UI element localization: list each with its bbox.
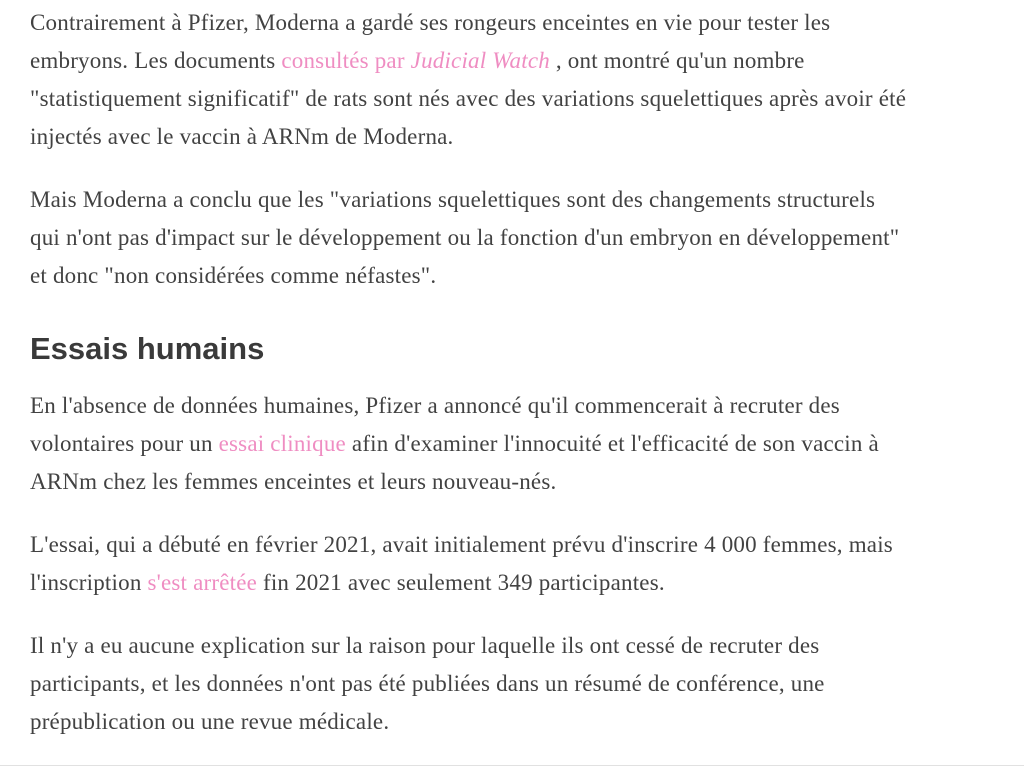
paragraph-text: , ont montré qu'un nombre "statistiquement significatif" de rats sont nés avec des variations squelettiques après avoir été injectés avec le vaccin à ARNm de Moderna. bbox=[30, 48, 907, 149]
link-sest-arretee[interactable]: s'est arrêtée bbox=[147, 570, 258, 595]
paragraph-text: Il n'y a eu aucune explication sur la raison pour laquelle ils ont cessé de recruter des participants, et les données n'ont pas été publiées dans un résumé de conférence, une prépublication ou une revue médicale. bbox=[30, 633, 825, 734]
paragraph-no-explanation bbox=[30, 627, 910, 741]
link-essai-clinique[interactable]: essai clinique bbox=[218, 431, 346, 456]
link-text[interactable]: consultés par bbox=[281, 48, 411, 73]
paragraph-text: L'essai, qui a débuté en février 2021, avait initialement prévu d'inscrire 4 000 femmes, mais l'inscription bbox=[30, 532, 893, 595]
article-body bbox=[30, 4, 910, 741]
paragraph-text: Mais Moderna a conclu que les "variations squelettiques sont des changements structurels qui n'ont pas d'impact sur le développement ou la fonction d'un embryon en développement" et donc "non considérées comme néfastes". bbox=[30, 187, 900, 288]
paragraph-text: fin 2021 avec seulement 349 participantes. bbox=[257, 570, 665, 595]
paragraph-text: En l'absence de données humaines, Pfizer a annoncé qu'il commencerait à recruter des volontaires pour un bbox=[30, 393, 840, 456]
paragraph-pfizer-trial bbox=[30, 387, 910, 501]
link-judicial-watch[interactable] bbox=[281, 48, 550, 73]
paragraph-moderna-conclusion bbox=[30, 181, 910, 295]
paragraph-text: afin d'examiner l'innocuité et l'efficacité de son vaccin à ARNm chez les femmes enceintes et leurs nouveau-nés. bbox=[30, 431, 879, 494]
link-text-italic[interactable]: Judicial Watch bbox=[410, 48, 550, 73]
section-heading-essais-humains: Essais humains bbox=[30, 331, 265, 366]
paragraph-trial-enrollment bbox=[30, 526, 910, 602]
paragraph-text: Contrairement à Pfizer, Moderna a gardé ses rongeurs enceintes en vie pour tester les embryons. Les documents bbox=[30, 10, 831, 73]
divider bbox=[0, 765, 1024, 766]
paragraph-rodents bbox=[30, 4, 910, 156]
